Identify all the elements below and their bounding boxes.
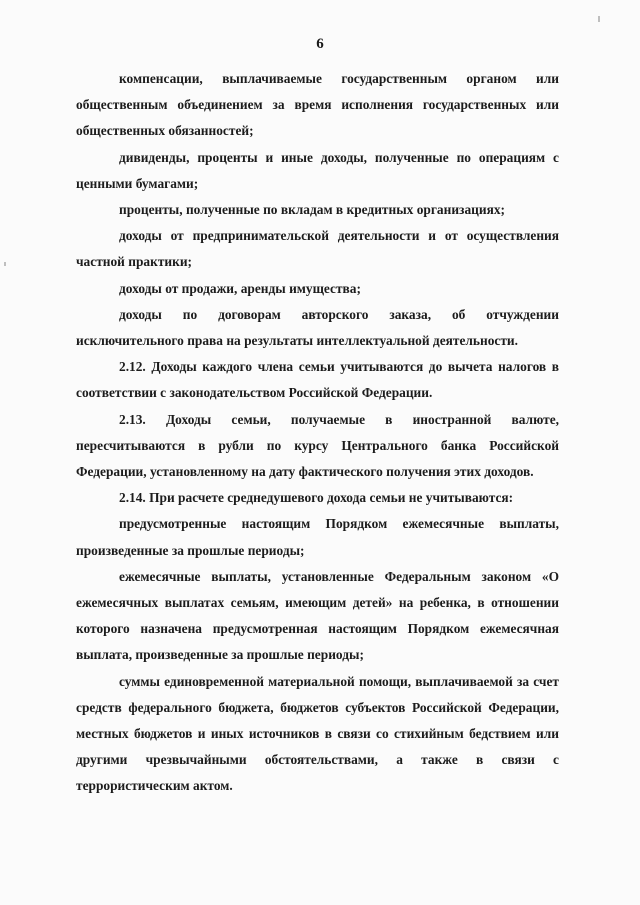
paragraph-past-payments: предусмотренные настоящим Порядком ежемесячные выплаты, произведенные за прошлые периоды;	[76, 516, 559, 558]
scan-edge-mark	[598, 16, 600, 22]
paragraph-clause-2-13: 2.13. Доходы семьи, получаемые в иностранной валюте, пересчитываются в рубли по курсу Центрального банка Российской Федерации, установленному на дату фактического получения этих доходов.	[76, 411, 559, 480]
scan-edge-mark	[4, 262, 6, 266]
paragraph-compensations: компенсации, выплачиваемые государственным органом или общественным объединением за время исполнения государственных или общественных обязанностей;	[76, 71, 559, 139]
paragraph-federal-law-payments: ежемесячные выплаты, установленные Федеральным законом «О ежемесячных выплатах семьям, имеющим детей» на ребенка, в отношении которого назначена предусмотренная настоящим Порядком ежемесячная выплата, произведенные за прошлые периоды;	[76, 568, 559, 663]
paragraph-clause-2-14: 2.14. При расчете среднедушевого дохода семьи не учитываются:	[119, 490, 514, 506]
paragraph-deposit-interest: проценты, полученные по вкладам в кредитных организациях;	[119, 202, 505, 218]
paragraph-business-income: доходы от предпринимательской деятельности и от осуществления частной практики;	[76, 228, 559, 270]
paragraph-clause-2-12: 2.12. Доходы каждого члена семьи учитываются до вычета налогов в соответствии с законодательством Российской Федерации.	[76, 359, 559, 401]
document-body	[76, 66, 559, 800]
paragraph-copyright-income: доходы по договорам авторского заказа, об отчуждении исключительного права на результаты интеллектуальной деятельности.	[76, 306, 559, 349]
paragraph-property-income: доходы от продажи, аренды имущества;	[119, 280, 361, 296]
paragraph-emergency-aid: суммы единовременной материальной помощи, выплачиваемой за счет средств федерального бюджета, бюджетов субъектов Российской Федерации, местных бюджетов и иных источников в связи со стихийным бедствием или другими чрезвычайными обстоятельствами, а также в связи с террористическим актом.	[76, 673, 559, 794]
paragraph-dividends: дивиденды, проценты и иные доходы, полученные по операциям с ценными бумагами;	[76, 149, 559, 191]
page-number: 6	[316, 36, 324, 52]
